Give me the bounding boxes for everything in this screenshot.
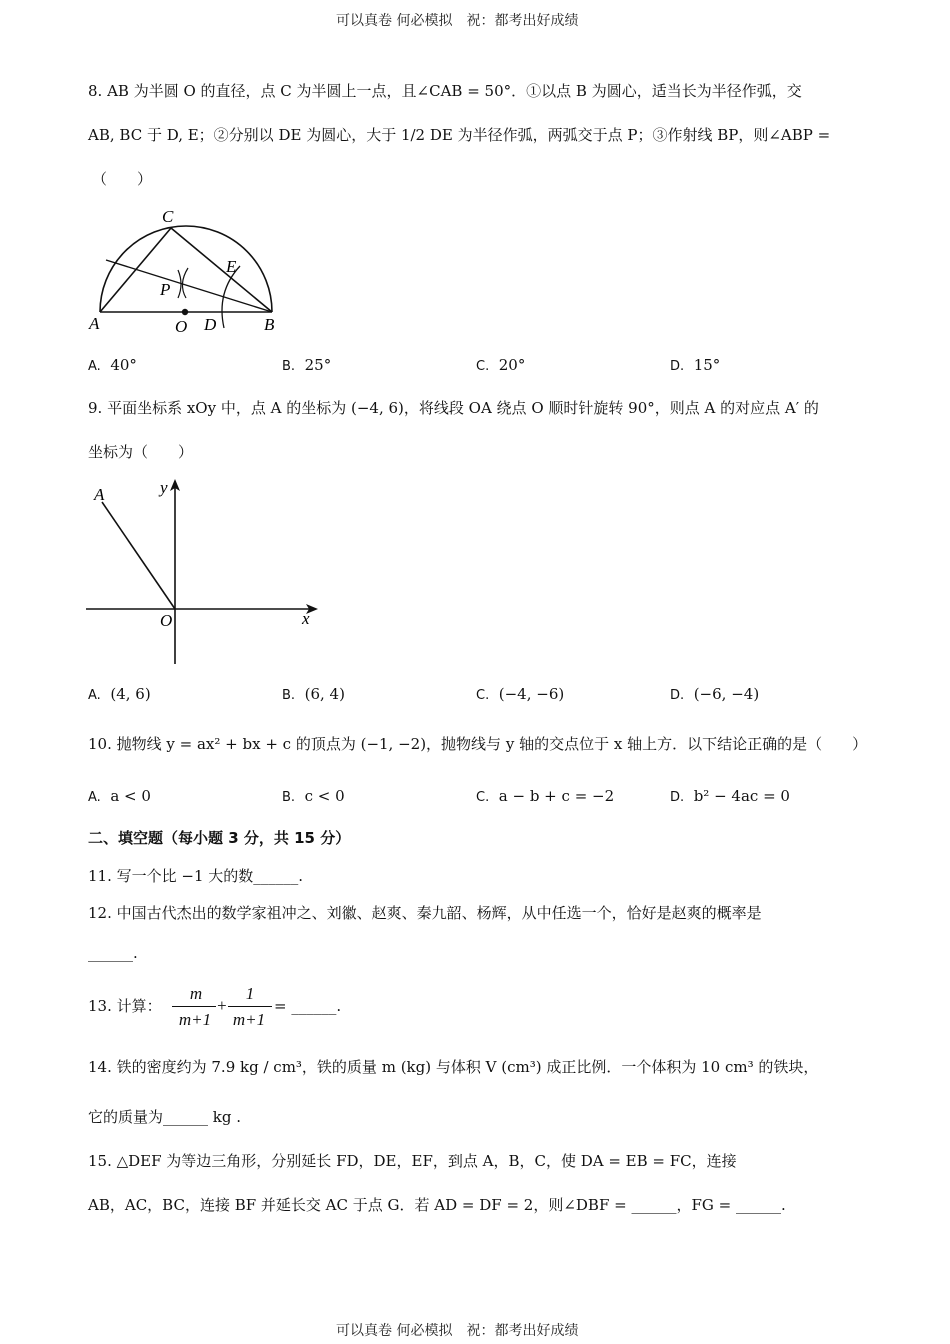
option-text: 40°: [110, 356, 137, 374]
q14-line2: 它的质量为______ kg .: [88, 1108, 241, 1126]
q9-option-a[interactable]: [88, 685, 151, 704]
option-label: D.: [670, 790, 685, 805]
q8-line2: AB, BC 于 D, E；②分别以 DE 为圆心，大于 1/2 DE 为半径作弧，两弧交于点 P；③作射线 BP，则∠ABP =: [88, 126, 831, 144]
q9-line2: 坐标为（ ）: [88, 443, 194, 461]
q13-prefix: 13. 计算：: [88, 997, 162, 1015]
q8-option-d[interactable]: [670, 356, 720, 375]
label-y: y: [160, 478, 168, 497]
q13-frac1-numerator: m: [189, 984, 203, 1003]
q9-option-c[interactable]: [476, 685, 564, 704]
option-label: D.: [670, 359, 685, 374]
option-label: A.: [88, 359, 101, 374]
semicircle-arc: [100, 226, 272, 312]
q12-line1: 12. 中国古代杰出的数学家祖冲之、刘徽、赵爽、秦九韶、杨辉，从中任选一个，恰好是赵爽的概率是: [88, 904, 762, 922]
section-title-fill-in: 二、填空题（每小题 3 分，共 15 分）: [88, 829, 351, 847]
q9-line1: 9. 平面坐标系 xOy 中，点 A 的坐标为 (−4, 6)，将线段 OA 绕点 O 顺时针旋转 90°，则点 A 的对应点 A′ 的: [88, 399, 819, 417]
option-label: C.: [476, 790, 490, 805]
q13-frac2-bar: [228, 1006, 272, 1007]
q15-line2: AB，AC，BC，连接 BF 并延长交 AC 于点 G．若 AD = DF = 2，则∠DBF = ______，FG = ______.: [88, 1196, 786, 1214]
label-c: C: [162, 207, 174, 226]
q8-semicircle-figure: [80, 200, 300, 340]
label-o: O: [175, 317, 188, 336]
q8-option-b[interactable]: [282, 356, 331, 375]
q9-coordinate-figure: [80, 474, 330, 669]
option-text: (−6, −4): [693, 685, 760, 703]
q10-option-a[interactable]: [88, 787, 151, 806]
q10-option-b[interactable]: [282, 787, 345, 806]
q12-line2: ______.: [88, 944, 138, 962]
q9-option-b[interactable]: [282, 685, 345, 704]
q13-plus: +: [216, 996, 228, 1015]
question-11: 11. 写一个比 −1 大的数______.: [88, 867, 304, 885]
option-text: a < 0: [110, 787, 151, 805]
option-text: 20°: [498, 356, 526, 374]
option-text: (6, 4): [304, 685, 345, 703]
option-label: A.: [88, 790, 101, 805]
center-point-o: [182, 309, 188, 315]
label-p: P: [160, 280, 171, 299]
option-text: a − b + c = −2: [498, 787, 615, 805]
q15-line1: 15. △DEF 为等边三角形，分别延长 FD，DE，EF，到点 A，B，C，使 DA = EB = FC，连接: [88, 1152, 737, 1170]
label-b: B: [264, 315, 275, 334]
page-footer: 可以真卷 何必模拟 祝：都考出好成绩: [336, 1323, 579, 1339]
q9-option-d[interactable]: [670, 685, 759, 704]
q13-suffix: = ______.: [274, 997, 342, 1015]
q8-option-c[interactable]: [476, 356, 525, 375]
q8-line1: 8. AB 为半圆 O 的直径，点 C 为半圆上一点，且∠CAB = 50°．①以点 B 为圆心，适当长为半径作弧，交: [88, 82, 802, 100]
label-e: E: [226, 257, 237, 276]
label-d: D: [204, 315, 217, 334]
option-text: 15°: [693, 356, 721, 374]
q10-option-c[interactable]: [476, 787, 614, 806]
construction-arc-p1: [178, 270, 181, 298]
option-label: D.: [670, 688, 685, 703]
label-a: A: [89, 314, 100, 333]
q8-line3: （ ）: [92, 170, 153, 188]
option-text: 25°: [304, 356, 332, 374]
construction-arc-p2: [182, 268, 188, 298]
q14-line1: 14. 铁的密度约为 7.9 kg / cm³，铁的质量 m (kg) 与体积 V (cm³) 成正比例．一个体积为 10 cm³ 的铁块，: [88, 1058, 819, 1076]
option-label: B.: [282, 359, 296, 374]
option-label: C.: [476, 688, 490, 703]
option-label: C.: [476, 359, 490, 374]
q10-line1: 10. 抛物线 y = ax² + bx + c 的顶点为 (−1, −2)，抛物线与 y 轴的交点位于 x 轴上方．以下结论正确的是（ ）: [88, 735, 868, 753]
q13-frac2-numerator: 1: [245, 984, 255, 1003]
label-o: O: [160, 611, 173, 630]
q8-option-a[interactable]: [88, 356, 137, 375]
ray-bp: [106, 260, 272, 312]
option-label: B.: [282, 790, 296, 805]
option-text: c < 0: [304, 787, 345, 805]
option-text: b² − 4ac = 0: [693, 787, 790, 805]
q13-frac1-denominator: m+1: [178, 1010, 212, 1029]
q13-frac1-bar: [172, 1006, 216, 1007]
option-text: (4, 6): [110, 685, 151, 703]
page-header: 可以真卷 何必模拟 祝：都考出好成绩: [336, 13, 579, 29]
q13-frac2-denominator: m+1: [232, 1010, 266, 1029]
label-x: x: [302, 609, 310, 628]
segment-oa: [102, 502, 175, 609]
option-text: (−4, −6): [498, 685, 565, 703]
option-label: B.: [282, 688, 296, 703]
q10-option-d[interactable]: [670, 787, 790, 806]
label-a: A: [94, 485, 105, 504]
option-label: A.: [88, 688, 101, 703]
